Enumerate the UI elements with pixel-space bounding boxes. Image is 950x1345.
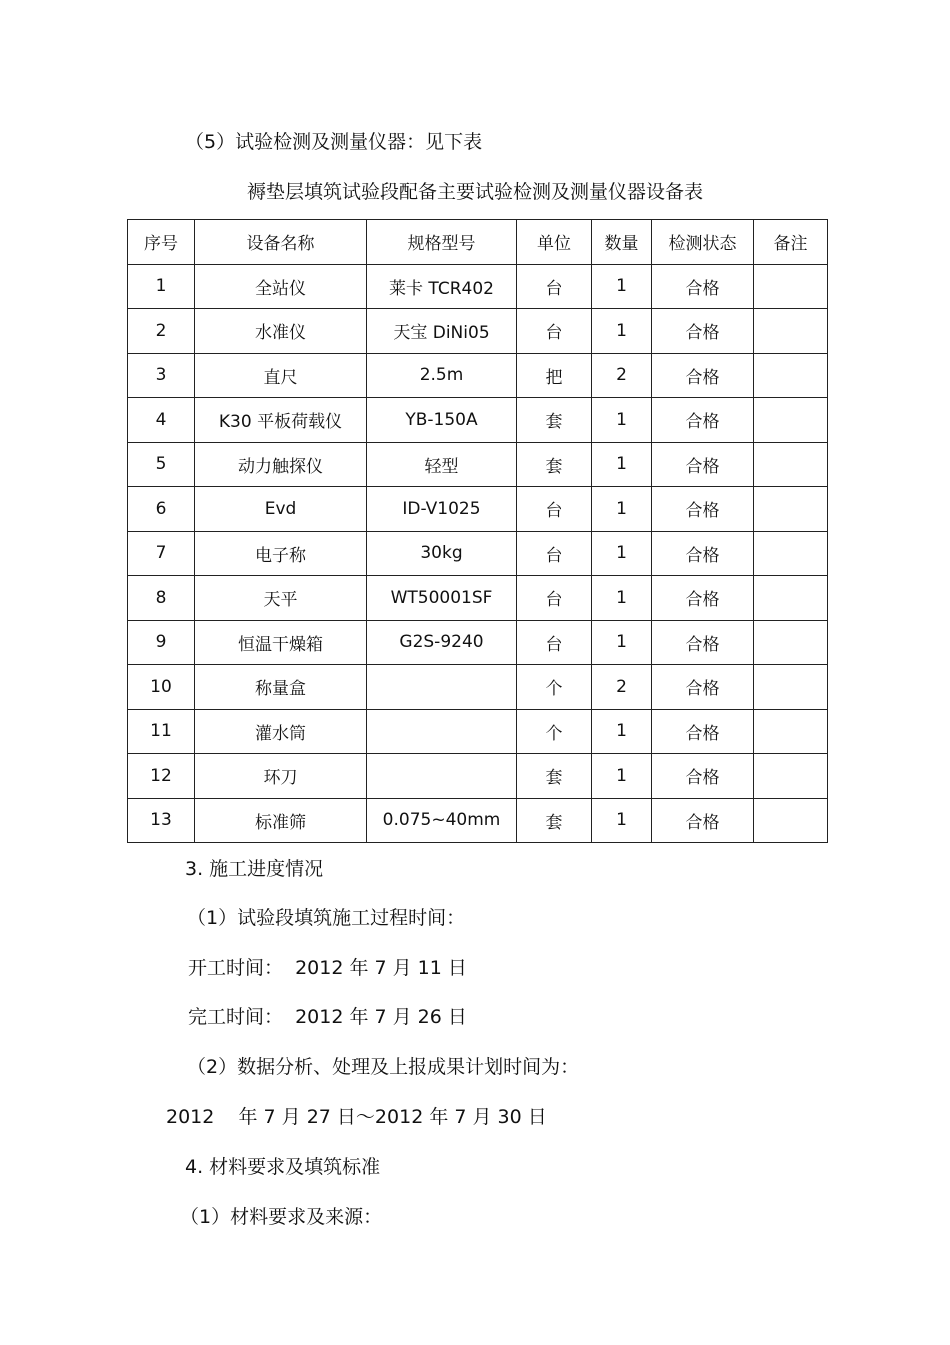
- cell-name: 全站仪: [195, 264, 367, 309]
- table-row: [128, 309, 828, 354]
- cell-quantity: 1: [592, 442, 652, 487]
- cell-quantity: 1: [592, 620, 652, 665]
- table-header-row: [128, 220, 828, 265]
- cell-remarks: [754, 487, 828, 532]
- cell-index: 13: [128, 798, 195, 843]
- cell-quantity: 1: [592, 754, 652, 799]
- cell-remarks: [754, 442, 828, 487]
- header-name: 设备名称: [195, 220, 367, 265]
- cell-model: 天宝 DiNi05: [367, 309, 517, 354]
- cell-model: [367, 754, 517, 799]
- cell-index: 12: [128, 754, 195, 799]
- cell-unit: 把: [517, 353, 592, 398]
- header-status: 检测状态: [652, 220, 754, 265]
- cell-quantity: 1: [592, 264, 652, 309]
- cell-quantity: 1: [592, 398, 652, 443]
- cell-remarks: [754, 264, 828, 309]
- table-row: [128, 264, 828, 309]
- header-index: 序号: [128, 220, 195, 265]
- cell-unit: 台: [517, 576, 592, 621]
- cell-status: 合格: [652, 353, 754, 398]
- cell-quantity: 2: [592, 353, 652, 398]
- cell-status: 合格: [652, 754, 754, 799]
- cell-unit: 套: [517, 754, 592, 799]
- cell-status: 合格: [652, 709, 754, 754]
- cell-remarks: [754, 665, 828, 710]
- header-remarks: 备注: [754, 220, 828, 265]
- start-time: 开工时间： 2012 年 7 月 11 日: [188, 957, 467, 979]
- cell-unit: 台: [517, 487, 592, 532]
- table-caption: 褥垫层填筑试验段配备主要试验检测及测量仪器设备表: [246, 181, 703, 203]
- header-unit: 单位: [517, 220, 592, 265]
- cell-quantity: 1: [592, 798, 652, 843]
- cell-status: 合格: [652, 398, 754, 443]
- cell-unit: 套: [517, 798, 592, 843]
- cell-status: 合格: [652, 531, 754, 576]
- cell-status: 合格: [652, 309, 754, 354]
- cell-model: [367, 665, 517, 710]
- cell-status: 合格: [652, 264, 754, 309]
- table-row: [128, 620, 828, 665]
- cell-index: 6: [128, 487, 195, 532]
- cell-name: 称量盒: [195, 665, 367, 710]
- cell-index: 4: [128, 398, 195, 443]
- cell-unit: 套: [517, 398, 592, 443]
- table-row: [128, 665, 828, 710]
- cell-remarks: [754, 353, 828, 398]
- cell-index: 7: [128, 531, 195, 576]
- cell-quantity: 1: [592, 709, 652, 754]
- cell-remarks: [754, 709, 828, 754]
- section5-heading: （5）试验检测及测量仪器：见下表: [185, 131, 483, 153]
- cell-model: 莱卡 TCR402: [367, 264, 517, 309]
- cell-status: 合格: [652, 665, 754, 710]
- cell-unit: 个: [517, 709, 592, 754]
- cell-remarks: [754, 798, 828, 843]
- cell-model: 轻型: [367, 442, 517, 487]
- cell-quantity: 1: [592, 309, 652, 354]
- cell-unit: 台: [517, 264, 592, 309]
- table-row: [128, 353, 828, 398]
- cell-model: 2.5m: [367, 353, 517, 398]
- cell-status: 合格: [652, 798, 754, 843]
- cell-name: 环刀: [195, 754, 367, 799]
- cell-unit: 台: [517, 620, 592, 665]
- cell-unit: 台: [517, 531, 592, 576]
- cell-remarks: [754, 754, 828, 799]
- cell-model: 30kg: [367, 531, 517, 576]
- section4-sub1: （1）材料要求及来源：: [180, 1206, 383, 1228]
- cell-index: 3: [128, 353, 195, 398]
- plan-time: 2012 年 7 月 27 日～2012 年 7 月 30 日: [166, 1106, 547, 1128]
- table-row: [128, 531, 828, 576]
- cell-remarks: [754, 531, 828, 576]
- cell-index: 8: [128, 576, 195, 621]
- header-model: 规格型号: [367, 220, 517, 265]
- cell-unit: 套: [517, 442, 592, 487]
- cell-unit: 台: [517, 309, 592, 354]
- cell-index: 5: [128, 442, 195, 487]
- table-row: [128, 398, 828, 443]
- table-row: [128, 798, 828, 843]
- table-row: [128, 754, 828, 799]
- cell-name: 标准筛: [195, 798, 367, 843]
- cell-unit: 个: [517, 665, 592, 710]
- cell-index: 1: [128, 264, 195, 309]
- section3-sub2: （2）数据分析、处理及上报成果计划时间为：: [187, 1056, 580, 1078]
- cell-name: Evd: [195, 487, 367, 532]
- table-row: [128, 709, 828, 754]
- cell-remarks: [754, 576, 828, 621]
- cell-status: 合格: [652, 620, 754, 665]
- cell-quantity: 2: [592, 665, 652, 710]
- cell-name: 水准仪: [195, 309, 367, 354]
- cell-remarks: [754, 620, 828, 665]
- cell-model: 0.075~40mm: [367, 798, 517, 843]
- cell-name: 直尺: [195, 353, 367, 398]
- cell-status: 合格: [652, 442, 754, 487]
- cell-quantity: 1: [592, 531, 652, 576]
- cell-index: 9: [128, 620, 195, 665]
- cell-name: 灌水筒: [195, 709, 367, 754]
- cell-quantity: 1: [592, 576, 652, 621]
- table-row: [128, 576, 828, 621]
- cell-remarks: [754, 398, 828, 443]
- cell-model: [367, 709, 517, 754]
- cell-quantity: 1: [592, 487, 652, 532]
- cell-model: WT50001SF: [367, 576, 517, 621]
- equipment-table: [127, 219, 828, 843]
- section4-heading: 4. 材料要求及填筑标准: [185, 1156, 381, 1178]
- cell-index: 2: [128, 309, 195, 354]
- cell-index: 11: [128, 709, 195, 754]
- cell-name: 电子称: [195, 531, 367, 576]
- cell-status: 合格: [652, 576, 754, 621]
- cell-index: 10: [128, 665, 195, 710]
- section3-heading: 3. 施工进度情况: [185, 858, 324, 880]
- table-row: [128, 487, 828, 532]
- end-time: 完工时间： 2012 年 7 月 26 日: [188, 1006, 467, 1028]
- cell-model: G2S-9240: [367, 620, 517, 665]
- cell-name: 恒温干燥箱: [195, 620, 367, 665]
- table-row: [128, 442, 828, 487]
- header-quantity: 数量: [592, 220, 652, 265]
- cell-name: 动力触探仪: [195, 442, 367, 487]
- cell-name: 天平: [195, 576, 367, 621]
- cell-status: 合格: [652, 487, 754, 532]
- cell-model: YB-150A: [367, 398, 517, 443]
- cell-model: ID-V1025: [367, 487, 517, 532]
- section3-sub1: （1）试验段填筑施工过程时间：: [187, 907, 466, 929]
- cell-name: K30 平板荷载仪: [195, 398, 367, 443]
- cell-remarks: [754, 309, 828, 354]
